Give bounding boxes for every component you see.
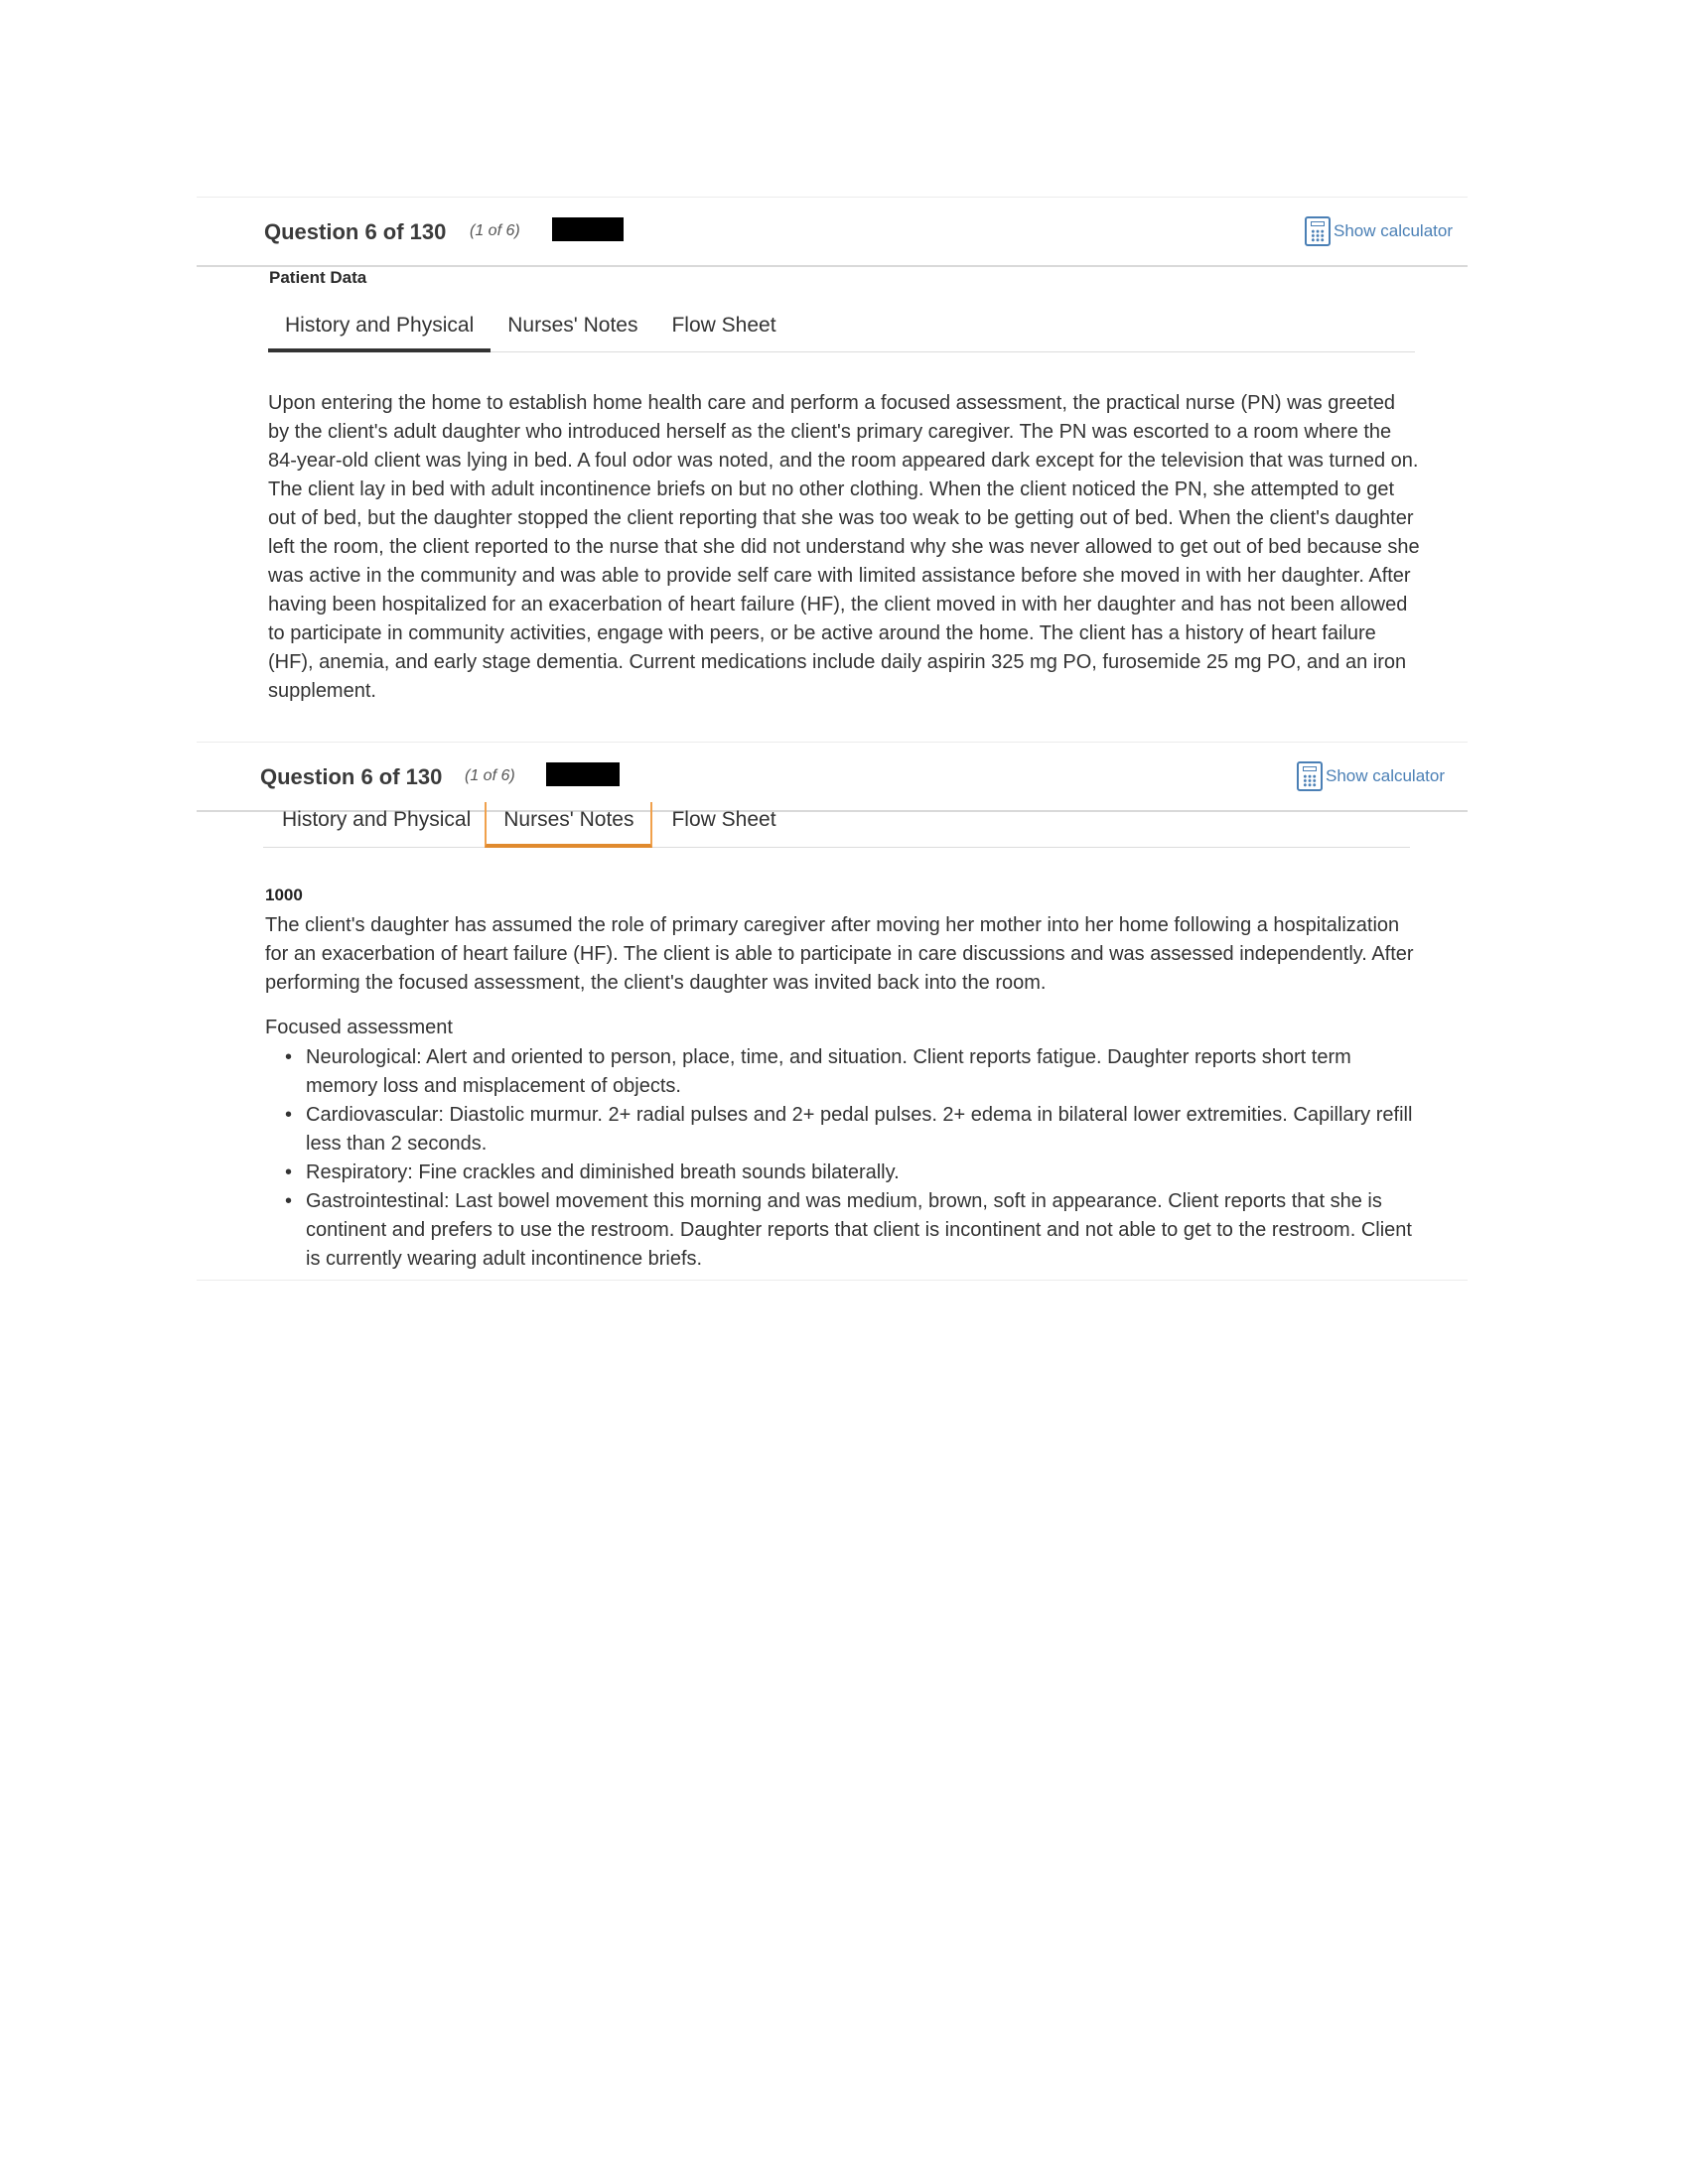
patient-data-tabs [268,308,1415,352]
history-physical-text: Upon entering the home to establish home health care and perform a focused assessment, the practical nurse (PN) was greeted by the client's adult daughter who introduced herself as the client's primary caregiver. The PN was escorted to a room where the 84-year-old client was lying in bed. A foul odor was noted, and the room appeared dark except for the television that was turned on. The client lay in bed with adult incontinence briefs on but no other clothing. When the client noticed the PN, she attempted to get out of bed, but the daughter stopped the client reporting that she was too weak to be getting out of bed. When the client's daughter left the room, the client reported to the nurse that she did not understand why she was never allowed to get out of bed because she was active in the community and was able to provide self care with limited assistance before she moved in with her daughter. After having been hospitalized for an exacerbation of heart failure (HF), the client moved in with her daughter and has not been allowed to participate in community activities, engage with peers, or be active around the home. The client has a history of heart failure (HF), anemia, and early stage dementia. Current medications include daily aspirin 325 mg PO, furosemide 25 mg PO, and an iron supplement. [268,392,1420,702]
question-header [197,198,1468,267]
case-counter: (1 of 6) [465,767,515,784]
tab-flow-sheet[interactable]: Flow Sheet [671,808,776,831]
list-item [283,1187,1425,1274]
list-item [283,1101,1425,1159]
assessment-respiratory: Respiratory: Fine crackles and diminished breath sounds bilaterally. [306,1161,900,1183]
redaction-bar [546,762,620,786]
case-counter: (1 of 6) [470,222,520,239]
assessment-neurological: Neurological: Alert and oriented to person, place, time, and situation. Client reports fatigue. Daughter reports short term memory loss and misplacement of objects. [306,1046,1351,1097]
list-item [283,1043,1425,1101]
bullet-icon: • [285,1190,293,1212]
question-counter: Question 6 of 130 [260,764,443,789]
question-counter: Question 6 of 130 [264,219,447,244]
bullet-icon: • [285,1046,293,1068]
show-calculator-button[interactable] [1297,761,1445,791]
assessment-cardiovascular: Cardiovascular: Diastolic murmur. 2+ radial pulses and 2+ pedal pulses. 2+ edema in bilateral lower extremities. Capillary refill less than 2 seconds. [306,1104,1413,1155]
focused-assessment-heading: Focused assessment [265,1017,453,1038]
patient-data-tabs [263,802,1410,848]
calculator-icon [1297,761,1323,791]
list-item [283,1159,1425,1187]
focused-assessment-list [283,1043,1425,1274]
assessment-gastrointestinal: Gastrointestinal: Last bowel movement this morning and was medium, brown, soft in appearance. Client reports that she is continent and prefers to use the restroom. Daughter reports that client is incontinent and not able to get to the restroom. Client is currently wearing adult incontinence briefs. [306,1190,1412,1270]
tab-history-and-physical[interactable]: History and Physical [268,308,491,352]
tab-history-and-physical[interactable]: History and Physical [282,808,472,831]
nurses-note-text: The client's daughter has assumed the role of primary caregiver after moving her mother into her home following a hospitalization for an exacerbation of heart failure (HF). The client is able to participate in care discussions and was assessed independently. After performing the focused assessment, the client's daughter was invited back into the room. [265,914,1414,994]
show-calculator-label: Show calculator [1334,221,1454,240]
patient-data-label: Patient Data [269,268,367,287]
tab-nurses-notes[interactable]: Nurses' Notes [485,802,652,848]
show-calculator-button[interactable] [1305,216,1453,246]
bullet-icon: • [285,1104,293,1126]
tab-flow-sheet[interactable]: Flow Sheet [671,314,776,337]
calculator-icon [1305,216,1331,246]
redaction-bar [552,217,624,241]
note-timestamp: 1000 [265,886,303,904]
tab-nurses-notes[interactable]: Nurses' Notes [507,314,638,337]
show-calculator-label: Show calculator [1326,766,1446,785]
bullet-icon: • [285,1161,293,1183]
